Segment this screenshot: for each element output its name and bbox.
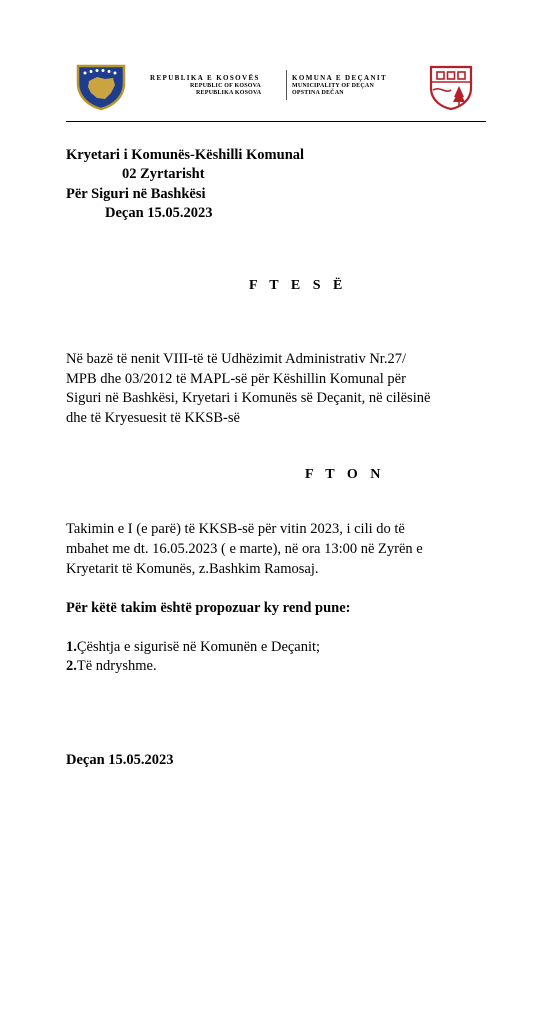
paragraph-line: Në bazë të nenit VIII-të të Udhëzimit Administrativ Nr.27/ bbox=[66, 351, 406, 367]
invite-heading: F T O N bbox=[305, 467, 385, 482]
paragraph-line: Kryetarit të Komunës, z.Bashkim Ramosaj. bbox=[66, 561, 319, 577]
address-line-3: Për Siguri në Bashkësi bbox=[66, 186, 206, 202]
decan-municipality-emblem-icon bbox=[428, 64, 474, 110]
municipality-subtitle-en: MUNICIPALITY OF DEÇAN bbox=[292, 83, 374, 89]
agenda-item-number: 2. bbox=[66, 658, 77, 674]
paragraph-line: MPB dhe 03/2012 të MAPL-së për Këshillin Komunal për bbox=[66, 371, 406, 387]
paragraph-line: Takimin e I (e parë) të KKSB-së për vitin 2023, i cili do të bbox=[66, 521, 405, 537]
republic-subtitle-sr: REPUBLIKA KOSOVA bbox=[196, 90, 262, 96]
republic-subtitle-en: REPUBLIC OF KOSOVA bbox=[190, 83, 261, 89]
agenda-item-text: Të ndryshme. bbox=[76, 658, 157, 674]
agenda-item-text: Çështja e sigurisë në Komunën e Deçanit; bbox=[76, 639, 321, 655]
municipality-subtitle-sr: OPSTINA DEČAN bbox=[292, 90, 344, 96]
paragraph-line: Siguri në Bashkësi, Kryetari i Komunës së Deçanit, në cilësinë bbox=[66, 390, 431, 406]
municipality-title: KOMUNA E DEÇANIT bbox=[292, 74, 388, 82]
republic-title: REPUBLIKA E KOSOVËS bbox=[150, 74, 260, 82]
address-line-1: Kryetari i Komunës-Këshilli Komunal bbox=[66, 147, 305, 163]
address-line-4: Deçan 15.05.2023 bbox=[105, 205, 213, 221]
agenda-item-number: 1. bbox=[66, 639, 77, 655]
address-line-2: 02 Zyrtarisht bbox=[122, 166, 205, 182]
paragraph-line: mbahet me dt. 16.05.2023 ( e marte), në ora 13:00 në Zyrën e bbox=[66, 541, 423, 557]
agenda-title: Për këtë takim është propozuar ky rend pune: bbox=[66, 600, 351, 616]
header-divider bbox=[286, 70, 287, 100]
agenda-item bbox=[66, 657, 157, 677]
footer-date: Deçan 15.05.2023 bbox=[66, 752, 174, 768]
letterhead-rule bbox=[66, 121, 486, 122]
paragraph-line: dhe të Kryesuesit të KKSB-së bbox=[66, 410, 240, 426]
document-heading: F T E S Ë bbox=[249, 278, 347, 293]
kosovo-coat-of-arms-icon bbox=[75, 63, 127, 111]
agenda-item bbox=[66, 638, 320, 658]
